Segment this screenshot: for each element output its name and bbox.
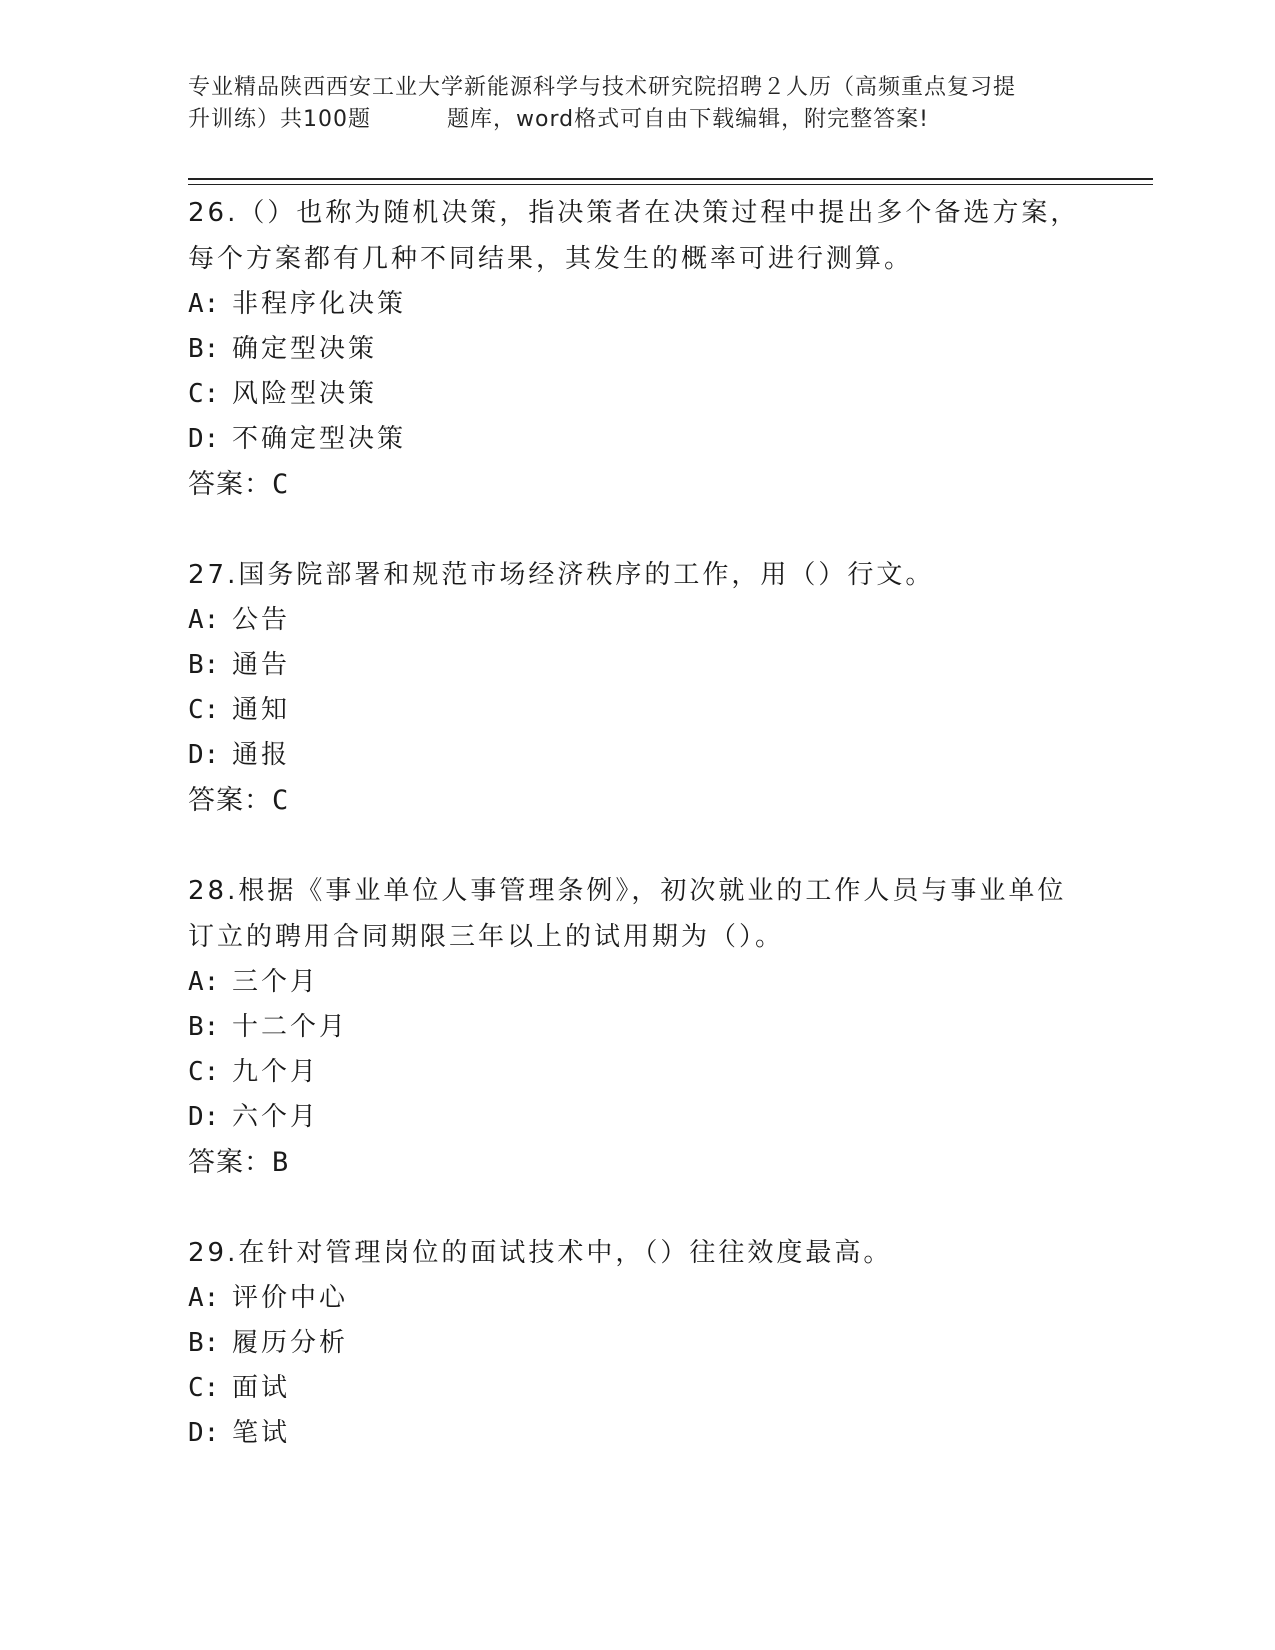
option-a (188, 598, 1088, 643)
stem-line: 28.根据《事业单位人事管理条例》，初次就业的工作人员与事业单位 (188, 876, 1067, 906)
option-b (188, 643, 1088, 688)
option-letter: D: (188, 740, 220, 770)
option-b (188, 1321, 1088, 1366)
answer-label: 答案： (188, 469, 272, 500)
header-title-part-b: 题库，word格式可自由下载编辑，附完整答案! (447, 107, 929, 132)
option-letter: B: (188, 1012, 220, 1042)
option-text: 面试 (232, 1373, 291, 1403)
question-27 (188, 552, 1088, 824)
option-c (188, 372, 1088, 417)
stem-line: 26.（）也称为随机决策，指决策者在决策过程中提出多个备选方案， (188, 198, 1080, 228)
option-text: 履历分析 (232, 1328, 349, 1358)
question-stem (188, 552, 1088, 598)
option-b (188, 1005, 1088, 1050)
option-letter: B: (188, 1328, 220, 1358)
stem-line: 27.国务院部署和规范市场经济秩序的工作，用（）行文。 (188, 560, 935, 590)
option-text: 评价中心 (232, 1283, 349, 1313)
header-title-line-1: 专业精品陕西西安工业大学新能源科学与技术研究院招聘２人历（高频重点复习提 (188, 75, 1017, 100)
header-title-part-a: 升训练）共100题 (188, 107, 371, 132)
option-letter: A: (188, 1283, 220, 1313)
option-letter: A: (188, 605, 220, 635)
option-c (188, 1050, 1088, 1095)
option-text: 风险型决策 (232, 379, 378, 409)
option-letter: D: (188, 1418, 220, 1448)
option-letter: A: (188, 967, 220, 997)
option-text: 通告 (232, 650, 291, 680)
answer-label: 答案： (188, 785, 272, 816)
option-text: 不确定型决策 (232, 424, 407, 454)
option-text: 公告 (232, 605, 291, 635)
option-text: 十二个月 (232, 1012, 349, 1042)
answer-label: 答案： (188, 1147, 272, 1178)
document-header (188, 72, 1088, 136)
stem-line: 订立的聘用合同期限三年以上的试用期为（）。 (188, 922, 785, 952)
question-26 (188, 190, 1088, 508)
option-text: 九个月 (232, 1057, 320, 1087)
option-text: 三个月 (232, 967, 320, 997)
answer-value: C (272, 785, 290, 816)
answer-line (188, 778, 1088, 824)
option-text: 笔试 (232, 1418, 291, 1448)
option-c (188, 1366, 1088, 1411)
option-letter: B: (188, 334, 220, 364)
option-text: 确定型决策 (232, 334, 378, 364)
option-c (188, 688, 1088, 733)
answer-line (188, 462, 1088, 508)
option-letter: C: (188, 379, 220, 409)
header-divider-thick (188, 178, 1153, 180)
answer-value: B (272, 1147, 290, 1178)
option-text: 通知 (232, 695, 291, 725)
option-letter: D: (188, 424, 220, 454)
option-letter: B: (188, 650, 220, 680)
stem-line: 每个方案都有几种不同结果，其发生的概率可进行测算。 (188, 244, 914, 274)
question-list (188, 190, 1088, 1500)
question-29 (188, 1230, 1088, 1456)
option-d (188, 1095, 1088, 1140)
option-a (188, 1276, 1088, 1321)
option-a (188, 282, 1088, 327)
option-d (188, 733, 1088, 778)
header-title-line-2 (188, 104, 1088, 136)
option-a (188, 960, 1088, 1005)
answer-value: C (272, 469, 290, 500)
question-stem (188, 190, 1088, 282)
option-letter: C: (188, 1057, 220, 1087)
stem-line: 29.在针对管理岗位的面试技术中，（）往往效度最高。 (188, 1238, 893, 1268)
option-d (188, 417, 1088, 462)
question-28 (188, 868, 1088, 1186)
option-letter: A: (188, 289, 220, 319)
question-stem (188, 1230, 1088, 1276)
option-letter: D: (188, 1102, 220, 1132)
option-letter: C: (188, 1373, 220, 1403)
option-text: 非程序化决策 (232, 289, 407, 319)
option-text: 六个月 (232, 1102, 320, 1132)
answer-line (188, 1140, 1088, 1186)
option-b (188, 327, 1088, 372)
option-letter: C: (188, 695, 220, 725)
header-divider-thin (188, 184, 1153, 185)
option-d (188, 1411, 1088, 1456)
question-stem (188, 868, 1088, 960)
option-text: 通报 (232, 740, 291, 770)
